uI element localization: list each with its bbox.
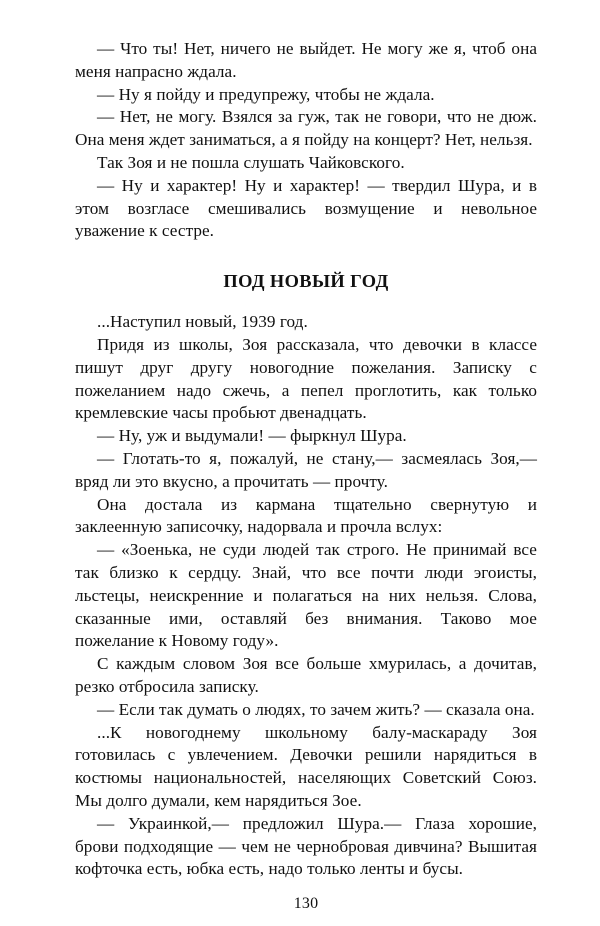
paragraph-9: — Глотать-то я, пожалуй, не стану,— засмеялась Зоя,— вряд ли это вкусно, а прочитать — прочту. <box>75 448 537 491</box>
paragraph-5: — Ну и характер! Ну и характер! — твердил Шура, и в этом возгласе смешивались возмущение и невольное уважение к сестре. <box>75 175 537 241</box>
paragraph-4: Так Зоя и не пошла слушать Чайковского. <box>97 152 405 172</box>
paragraph-10: Она достала из кармана тщательно свернутую и заклеенную записочку, надорвала и прочла вслух: <box>75 494 537 537</box>
paragraph-6: ...Наступил новый, 1939 год. <box>97 312 308 332</box>
paragraph-11: — «Зоенька, не суди людей так строго. Не принимай все так близко к сердцу. Знай, что все почти люди эгоисты, льстецы, неискренние и полагаться на них нельзя. Слова, сказанные ими, оставляй без внимания. Таково мое пожелание к Новому году». <box>75 540 537 651</box>
page-number: 130 <box>293 895 319 912</box>
paragraph-14: ...К новогоднему школьному балу-маскараду Зоя готовилась с увлечением. Девочки решили нарядиться в костюмы национальностей, населяющих Советский Союз. Мы долго думали, кем нарядиться Зое. <box>75 722 537 810</box>
book-page <box>75 38 537 912</box>
paragraph-12: С каждым словом Зоя все больше хмурилась, а дочитав, резко отбросила записку. <box>75 654 537 696</box>
paragraph-8: — Ну, уж и выдумали! — фыркнул Шура. <box>97 426 407 446</box>
paragraph-1: — Что ты! Нет, ничего не выйдет. Не могу же я, чтоб она меня напрасно ждала. <box>75 39 537 81</box>
text-block-after-heading <box>75 311 537 881</box>
text-block-before-heading <box>75 38 537 243</box>
section-heading: ПОД НОВЫЙ ГОД <box>223 271 389 292</box>
paragraph-3: — Нет, не могу. Взялся за гуж, так не говори, что не дюж. Она меня ждет заниматься, а я пойду на концерт? Нет, нельзя. <box>75 107 537 150</box>
paragraph-7: Придя из школы, Зоя рассказала, что девочки в классе пишут друг другу новогодние пожелания. Записку с пожеланием надо сжечь, а пепел проглотить, как только кремлевские часы пробьют двенадцать. <box>75 334 537 423</box>
paragraph-13: — Если так думать о людях, то зачем жить? — сказала она. <box>97 699 535 719</box>
paragraph-2: — Ну я пойду и предупрежу, чтобы не ждала. <box>97 84 435 104</box>
paragraph-15: — Украинкой,— предложил Шура.— Глаза хорошие, брови подходящие — чем не чернобровая дивчина? Вышитая кофточка есть, юбка есть, надо только ленты и бусы. <box>75 813 537 879</box>
